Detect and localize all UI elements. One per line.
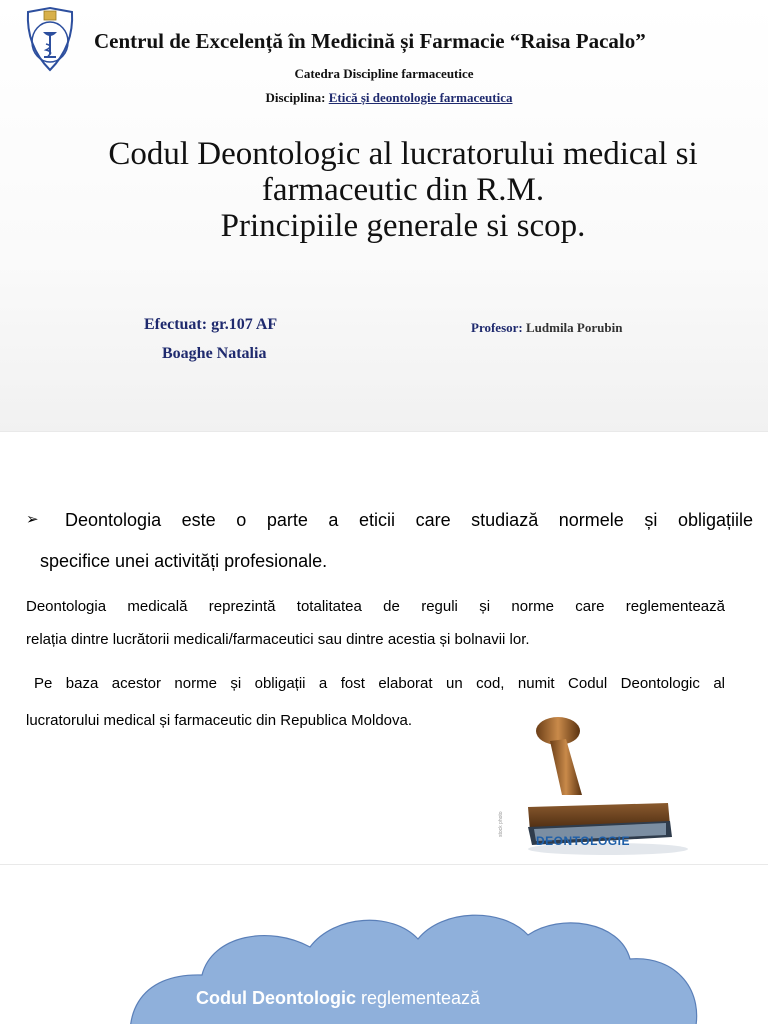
title-line-2: farmaceutic din R.M. xyxy=(261,172,545,208)
arrow-bullet-icon: ➢ xyxy=(26,511,39,528)
cloud-text-rest: reglementează xyxy=(355,988,481,1008)
author-name: Boaghe Natalia xyxy=(162,345,267,362)
college-emblem-icon xyxy=(24,6,76,72)
paragraph-3-line-2: lucratorului medical și farmaceutic din Republica Moldova. xyxy=(26,712,413,729)
cloud-slide xyxy=(0,865,768,1024)
title-slide xyxy=(0,0,768,432)
definition-slide xyxy=(0,432,768,865)
title-line-3: Principiile generale si scop. xyxy=(220,208,586,244)
paragraph-2-line-2: relația dintre lucrătorii medicali/farmaceutici sau dintre acestia și bolnavii lor. xyxy=(26,631,530,648)
title-line-1: Codul Deontologic al lucratorului medical si xyxy=(108,136,698,172)
cloud-text xyxy=(196,988,480,1009)
stamp-caption: DEONTOLOGIE xyxy=(536,834,630,848)
department-name: Catedra Discipline farmaceutice xyxy=(294,66,474,81)
discipline-value: Etică și deontologie farmaceutica xyxy=(328,90,513,105)
professor-name: Ludmila Porubin xyxy=(522,320,623,335)
group-label: Efectuat: gr.107 AF xyxy=(144,316,278,333)
paragraph-2-line-1: Deontologia medicală reprezintă totalitatea de reguli și norme care reglementează xyxy=(26,598,725,615)
professor-label: Profesor: xyxy=(471,320,523,335)
paragraph-3-line-1: Pe baza acestor norme și obligații a fost elaborat un cod, numit Codul Deontologic al xyxy=(34,675,725,692)
slide-title xyxy=(0,136,768,244)
discipline-label: Disciplina: xyxy=(265,90,329,105)
paragraph-1-line-2: specifice unei activități profesionale. xyxy=(40,551,328,571)
paragraph-1-line-1: Deontologia este o parte a eticii care studiază normele și obligațiile xyxy=(65,510,753,530)
svg-text:stock photo: stock photo xyxy=(498,811,504,837)
discipline-line xyxy=(0,90,768,106)
institution-name: Centrul de Excelență în Medicină și Farmacie “Raisa Pacalo” xyxy=(94,29,646,53)
professor-line xyxy=(471,320,622,336)
cloud-text-bold: Codul Deontologic xyxy=(196,988,356,1008)
